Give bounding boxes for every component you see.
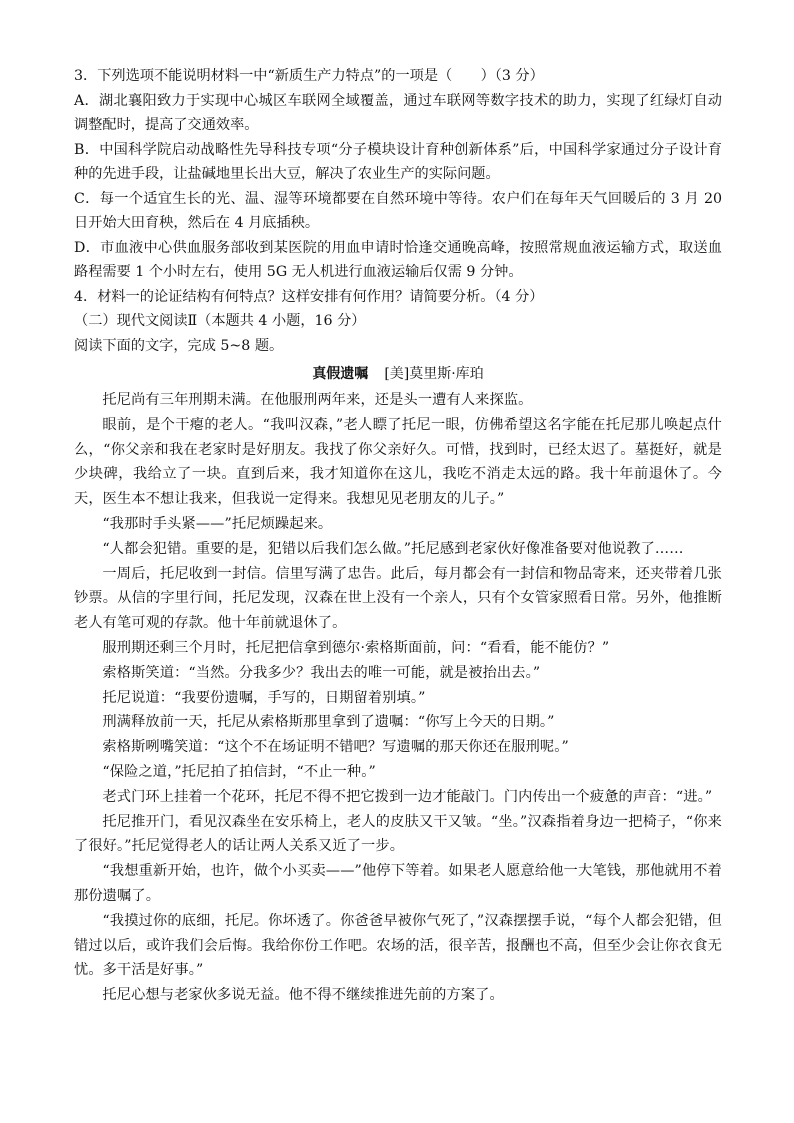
story-paragraph: “我摸过你的底细，托尼。你坏透了。你爸爸早被你气死了，”汉森摆摆手说，“每个人都会犯错，但错过以后，或许我们会后悔。我给你份工作吧。农场的活，很辛苦，报酬也不高，但至少会让你衣食无忧。多干活是好事。” [74,912,722,979]
story-paragraph: 一周后，托尼收到一封信。信里写满了忠告。此后，每月都会有一封信和物品寄来，还夹带着几张钞票。从信的字里行间，托尼发现，汉森在世上没有一个亲人，只有个女管家照看日常。另外，他推断老人有笔可观的存款。他十年前就退休了。 [74,565,722,632]
story-author: [美]莫里斯·库珀 [384,366,484,382]
story-paragraph: 托尼推开门，看见汉森坐在安乐椅上，老人的皮肤又干又皱。“坐。”汉森指着身边一把椅子，“你来了很好。”托尼觉得老人的话让两人关系又近了一步。 [74,813,722,855]
story-paragraph: 索格斯笑道：“当然。分我多少？我出去的唯一可能，就是被抬出去。” [102,664,541,681]
question-3 [74,64,722,285]
option-b: B．中国科学院启动战略性先导科技专项“分子模块设计育种创新体系”后，中国科学家通过分子设计育种的先进手段，让盐碱地里长出大豆，解决了农业生产的实际问题。 [74,141,722,182]
story-paragraph: “我想重新开始，也许，做个小买卖——”他停下等着。如果老人愿意给他一大笔钱，那他就用不着那份遗嘱了。 [74,863,722,904]
story-title: 真假遗嘱 [312,366,369,382]
story-paragraph: “我那时手头紧——”托尼烦躁起来。 [102,515,333,532]
story-paragraph: “保险之道，”托尼拍了拍信封，“不止一种。” [102,763,376,780]
section-heading: （二）现代文阅读Ⅱ（本题共 4 小题，16 分） [74,313,366,329]
option-d: D．市血液中心供血服务部收到某医院的用血申请时恰逢交通晚高峰，按照常规血液运输方式，取送血路程需要 1 个小时左右，使用 5G 无人机进行血液运输后仅需 9 分钟。 [74,239,722,280]
option-a: A．湖北襄阳致力于实现中心城区车联网全域覆盖，通过车联网等数字技术的助力，实现了红绿灯自动调整配时，提高了交通效率。 [74,92,722,133]
story-paragraph: 托尼心想与老家伙多说无益。他不得不继续推进先前的方案了。 [102,987,504,1004]
story-paragraph: “人都会犯错。重要的是，犯错以后我们怎么做。”托尼感到老家伙好像准备要对他说教了…… [102,540,684,557]
story-title-line [74,362,722,386]
question-3-stem: 3．下列选项不能说明材料一中“新质生产力特点”的一项是（ ）（3 分） [74,68,544,84]
story-paragraph: 刑满释放前一天，托尼从索格斯那里拿到了遗嘱：“你写上今天的日期。” [102,714,555,731]
story-paragraph: 服刑期还剩三个月时，托尼把信拿到德尔·索格斯面前，问：“看看，能不能仿？” [102,639,610,656]
story-paragraph: 眼前，是个干瘪的老人。“我叫汉森，”老人瞟了托尼一眼，仿佛希望这名字能在托尼那儿唤起点什么，“你父亲和我在老家时是好朋友。我找了你父亲好久。可惜，找到时，已经太迟了。墓挺好，就是少块碑，我给立了一块。直到后来，我才知道你在这儿，我吃不消走太远的路。我十年前退休了。今天，医生本不想让我来，但我说一定得来。我想见见老朋友的儿子。” [74,416,722,508]
option-c: C．每一个适宜生长的光、温、湿等环境都要在自然环境中等待。农户们在每年天气回暖后的 3 月 20 日开始大田育秧，然后在 4 月底插秧。 [74,190,722,231]
reading-instruction: 阅读下面的文字，完成 5~8 题。 [74,337,284,354]
story-paragraph: 老式门环上挂着一个花环，托尼不得不把它拨到一边才能敲门。门内传出一个疲惫的声音：“进。” [102,788,713,805]
story-paragraph: 索格斯咧嘴笑道：“这个不在场证明不错吧？写遗嘱的那天你还在服刑呢。” [102,739,569,756]
story-body [74,388,722,1008]
story-paragraph: 托尼尚有三年刑期未满。在他服刑两年来，还是头一遭有人来探监。 [102,392,533,408]
story-paragraph: 托尼说道：“我要份遗嘱，手写的，日期留着别填。” [102,689,426,706]
question-4: 4．材料一的论证结构有何特点？这样安排有何作用？请简要分析。（4 分） [74,288,544,305]
